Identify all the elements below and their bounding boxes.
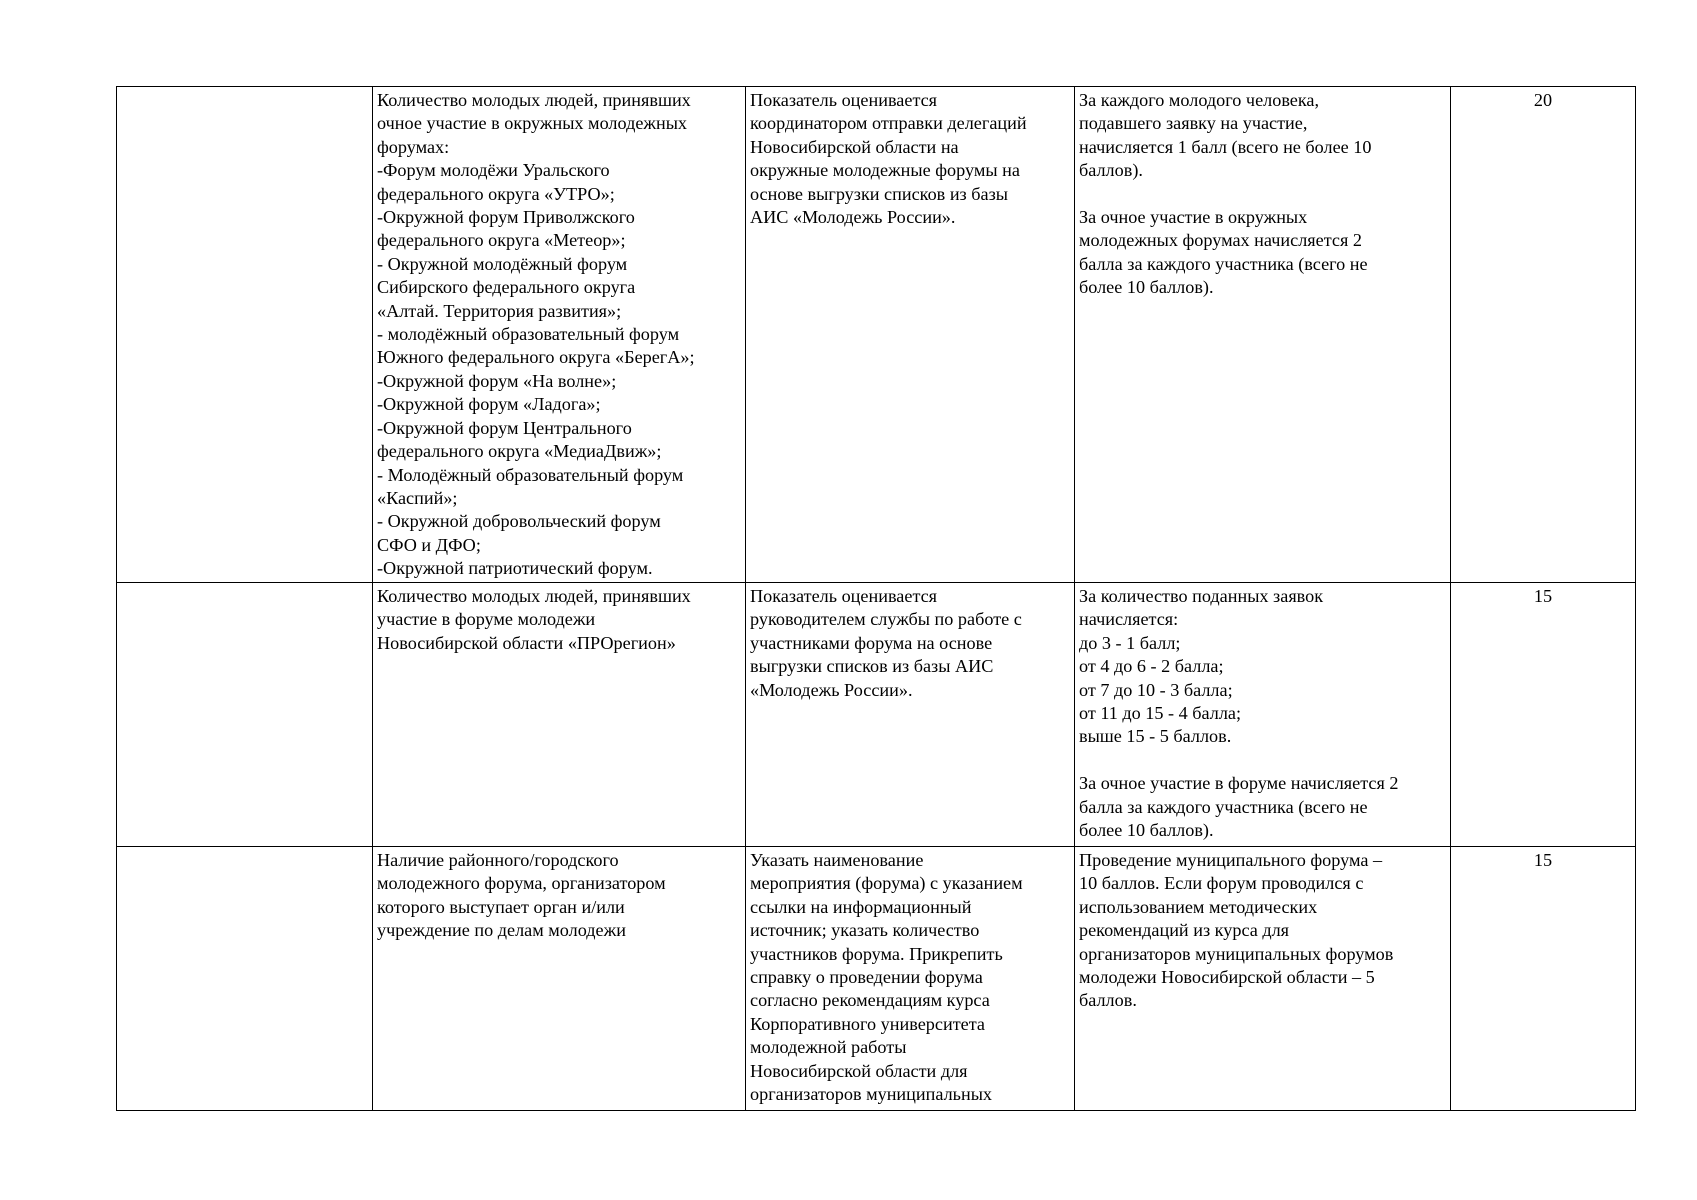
text-line: ссылки на информационный	[750, 896, 972, 917]
text-line: которого выступает орган и/или	[377, 896, 625, 917]
evaluation-text	[750, 849, 1070, 1106]
text-line: мероприятия (форума) с указанием	[750, 873, 1023, 894]
text-line: федерального округа «УТРО»;	[377, 183, 615, 204]
text-line: справку о проведении форума	[750, 967, 983, 988]
text-line: молодежного форума, организатором	[377, 873, 666, 894]
text-line: координатором отправки делегаций	[750, 113, 1027, 134]
text-line: Количество молодых людей, принявших	[377, 586, 691, 606]
text-line: молодежи Новосибирской области – 5	[1079, 967, 1375, 988]
blank-first-cell	[117, 847, 373, 1111]
scoring-paragraph	[1079, 849, 1446, 1013]
text-line: от 4 до 6 - 2 балла;	[1079, 656, 1224, 677]
text-line: выше 15 - 5 баллов.	[1079, 726, 1232, 747]
text-line: выгрузки списков из базы АИС	[750, 656, 994, 677]
text-line: от 11 до 15 - 4 балла;	[1079, 703, 1242, 724]
text-line: участниками форума на основе	[750, 632, 993, 653]
text-line: подавшего заявку на участие,	[1079, 113, 1308, 134]
text-line: форумах:	[377, 136, 450, 157]
indicator-text	[377, 849, 741, 943]
max-score-cell: 15	[1451, 847, 1636, 1111]
text-line: федерального округа «Метеор»;	[377, 230, 626, 251]
text-line: согласно рекомендациям курса	[750, 990, 990, 1011]
evaluation-text	[750, 89, 1070, 229]
text-line: начисляется:	[1079, 609, 1179, 630]
text-line: участие в форуме молодежи	[377, 609, 596, 630]
text-line: 10 баллов. Если форум проводился с	[1079, 873, 1364, 894]
text-line: - молодёжный образовательный форум	[377, 324, 680, 345]
text-line: молодежной работы	[750, 1037, 907, 1058]
text-line: - Окружной добровольческий форум	[377, 511, 661, 532]
text-line: Наличие районного/городского	[377, 850, 619, 870]
scoring-rules-cell	[1075, 583, 1451, 847]
text-line: - Окружной молодёжный форум	[377, 253, 628, 274]
text-line: руководителем службы по работе с	[750, 609, 1022, 630]
text-line: балла за каждого участника (всего не	[1079, 796, 1368, 817]
text-line: организаторов муниципальных	[750, 1084, 993, 1105]
text-line: более 10 баллов).	[1079, 820, 1214, 841]
paragraph-gap	[1079, 183, 1446, 206]
text-line: участников форума. Прикрепить	[750, 943, 1003, 964]
evaluation-method-cell	[746, 87, 1075, 583]
text-line: молодежных форумах начисляется 2	[1079, 230, 1362, 251]
text-line: более 10 баллов).	[1079, 277, 1214, 298]
max-score-cell: 15	[1451, 583, 1636, 847]
text-line: Новосибирской области на	[750, 136, 959, 157]
text-line: Количество молодых людей, принявших	[377, 90, 691, 110]
text-line: -Окружной патриотический форум.	[377, 558, 653, 579]
text-line: основе выгрузки списков из базы	[750, 183, 1009, 204]
table-row	[117, 87, 1636, 583]
text-line: начисляется 1 балл (всего не более 10	[1079, 136, 1372, 157]
evaluation-method-cell	[746, 847, 1075, 1111]
text-line: использованием методических	[1079, 896, 1318, 917]
text-line: - Молодёжный образовательный форум	[377, 464, 684, 485]
text-line: балла за каждого участника (всего не	[1079, 253, 1368, 274]
text-line: За каждого молодого человека,	[1079, 90, 1320, 110]
text-line: «Алтай. Территория развития»;	[377, 300, 622, 321]
evaluation-method-cell	[746, 583, 1075, 847]
evaluation-text	[750, 585, 1070, 702]
indicator-text	[377, 585, 741, 655]
text-line: источник; указать количество	[750, 920, 980, 941]
text-line: Корпоративного университета	[750, 1013, 985, 1034]
text-line: «Молодежь России».	[750, 679, 913, 700]
text-line: Сибирского федерального округа	[377, 277, 636, 298]
table-row	[117, 583, 1636, 847]
scoring-paragraph	[1079, 772, 1446, 842]
blank-first-cell	[117, 583, 373, 847]
text-line: организаторов муниципальных форумов	[1079, 943, 1394, 964]
text-line: окружные молодежные форумы на	[750, 160, 1020, 181]
text-line: Новосибирской области «ПРОрегион»	[377, 632, 676, 653]
text-line: Показатель оценивается	[750, 586, 938, 606]
text-line: Указать наименование	[750, 850, 924, 870]
text-line: -Окружной форум Приволжского	[377, 207, 635, 228]
text-line: Южного федерального округа «БерегА»;	[377, 347, 695, 368]
text-line: АИС «Молодежь России».	[750, 207, 956, 228]
scoring-rules-cell	[1075, 847, 1451, 1111]
blank-first-cell	[117, 87, 373, 583]
text-line: -Окружной форум Центрального	[377, 417, 632, 438]
indicator-cell	[373, 583, 746, 847]
text-line: учреждение по делам молодежи	[377, 920, 626, 941]
text-line: баллов.	[1079, 990, 1137, 1011]
text-line: Показатель оценивается	[750, 90, 938, 110]
paragraph-gap	[1079, 749, 1446, 772]
indicator-cell	[373, 87, 746, 583]
indicator-cell	[373, 847, 746, 1111]
text-line: За очное участие в форуме начисляется 2	[1079, 773, 1399, 794]
text-line: -Форум молодёжи Уральского	[377, 160, 610, 181]
text-line: Новосибирской области для	[750, 1060, 968, 1081]
text-line: Проведение муниципального форума –	[1079, 850, 1383, 870]
text-line: рекомендаций из курса для	[1079, 920, 1290, 941]
scoring-paragraph	[1079, 206, 1446, 300]
scoring-paragraph	[1079, 89, 1446, 183]
table-row	[117, 847, 1636, 1111]
text-line: -Окружной форум «Ладога»;	[377, 394, 601, 415]
scoring-paragraph	[1079, 585, 1446, 749]
text-line: -Окружной форум «На волне»;	[377, 370, 617, 391]
text-line: до 3 - 1 балл;	[1079, 632, 1181, 653]
text-line: от 7 до 10 - 3 балла;	[1079, 679, 1233, 700]
max-score-cell: 20	[1451, 87, 1636, 583]
scoring-rules-cell	[1075, 87, 1451, 583]
criteria-table	[116, 86, 1636, 1111]
text-line: За очное участие в окружных	[1079, 207, 1308, 228]
text-line: очное участие в окружных молодежных	[377, 113, 688, 134]
text-line: федерального округа «МедиаДвиж»;	[377, 441, 662, 462]
text-line: «Каспий»;	[377, 487, 458, 508]
text-line: СФО и ДФО;	[377, 534, 481, 555]
indicator-text	[377, 89, 741, 581]
text-line: За количество поданных заявок	[1079, 586, 1324, 606]
text-line: баллов).	[1079, 160, 1143, 181]
